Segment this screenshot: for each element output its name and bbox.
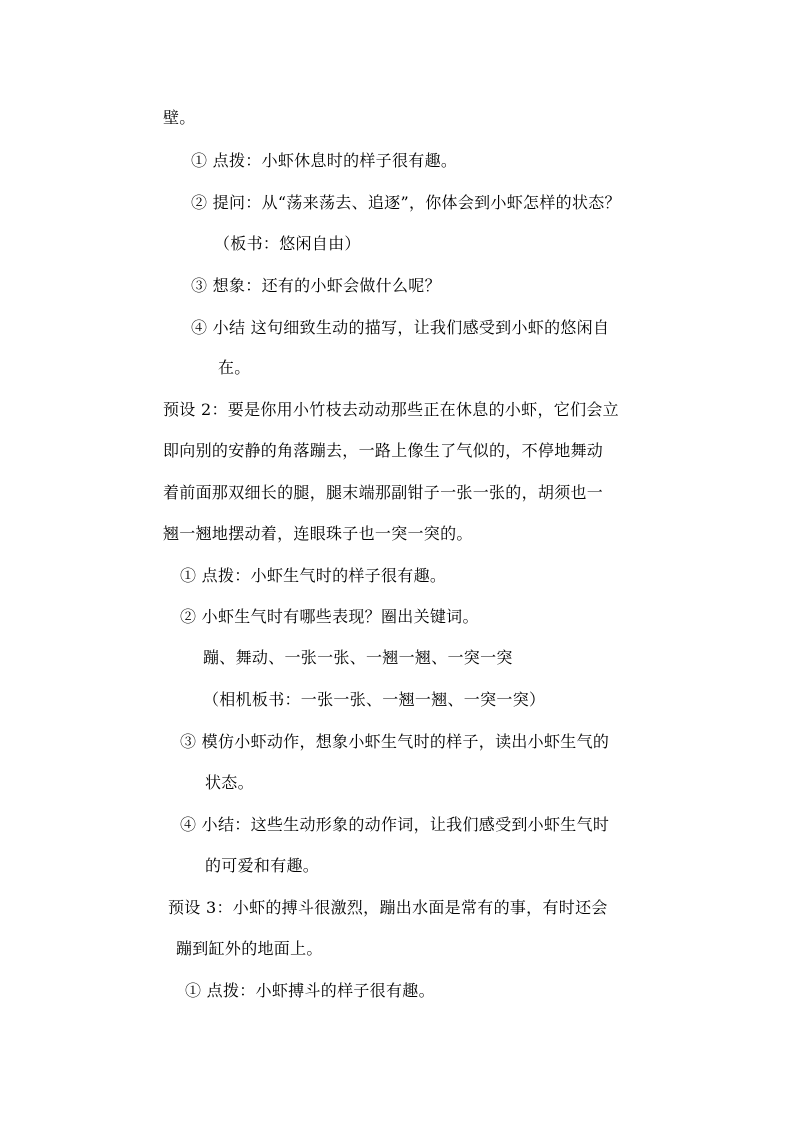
text-line: ① 点拨：小虾生气时的样子很有趣。 <box>180 566 447 585</box>
text-line: 在。 <box>218 358 251 377</box>
text-line: ① 点拨：小虾搏斗的样子很有趣。 <box>185 981 435 1000</box>
text-line: （相机板书：一张一张、一翘一翘、一突一突） <box>203 690 546 709</box>
text-line: ② 小虾生气时有哪些表现？圈出关键词。 <box>180 607 479 626</box>
text-line: 翘一翘地摆动着，连眼珠子也一突一突的。 <box>163 524 473 543</box>
text-line: 壁。 <box>163 108 196 127</box>
text-line: 即向别的安静的角落蹦去，一路上像生了气似的，不停地舞动 <box>163 441 604 460</box>
text-line: 蹦、舞动、一张一张、一翘一翘、一突一突 <box>203 648 513 667</box>
text-line: ④ 小结 这句细致生动的描写，让我们感受到小虾的悠闲自 <box>191 318 610 337</box>
text-line: 蹦到缸外的地面上。 <box>176 939 323 958</box>
text-line: 的可爱和有趣。 <box>205 856 320 875</box>
text-line: ③ 想象：还有的小虾会做什么呢？ <box>191 276 441 295</box>
text-line: 预设 3：小虾的搏斗很激烈，蹦出水面是常有的事，有时还会 <box>168 898 608 917</box>
text-line: ② 提问：从“荡来荡去、追逐”，你体会到小虾怎样的状态？ <box>191 193 621 212</box>
text-line: 着前面那双细长的腿，腿末端那副钳子一张一张的，胡须也一 <box>163 483 604 502</box>
text-line: 状态。 <box>205 773 254 792</box>
text-line: ③ 模仿小虾动作，想象小虾生气时的样子，读出小虾生气的 <box>180 732 610 751</box>
text-line: ④ 小结：这些生动形象的动作词，让我们感受到小虾生气时 <box>180 815 610 834</box>
text-line: ① 点拨：小虾休息时的样子很有趣。 <box>191 151 458 170</box>
text-line: （板书：悠闲自由） <box>214 234 361 253</box>
text-line: 预设 2：要是你用小竹枝去动动那些正在休息的小虾，它们会立 <box>163 400 619 419</box>
